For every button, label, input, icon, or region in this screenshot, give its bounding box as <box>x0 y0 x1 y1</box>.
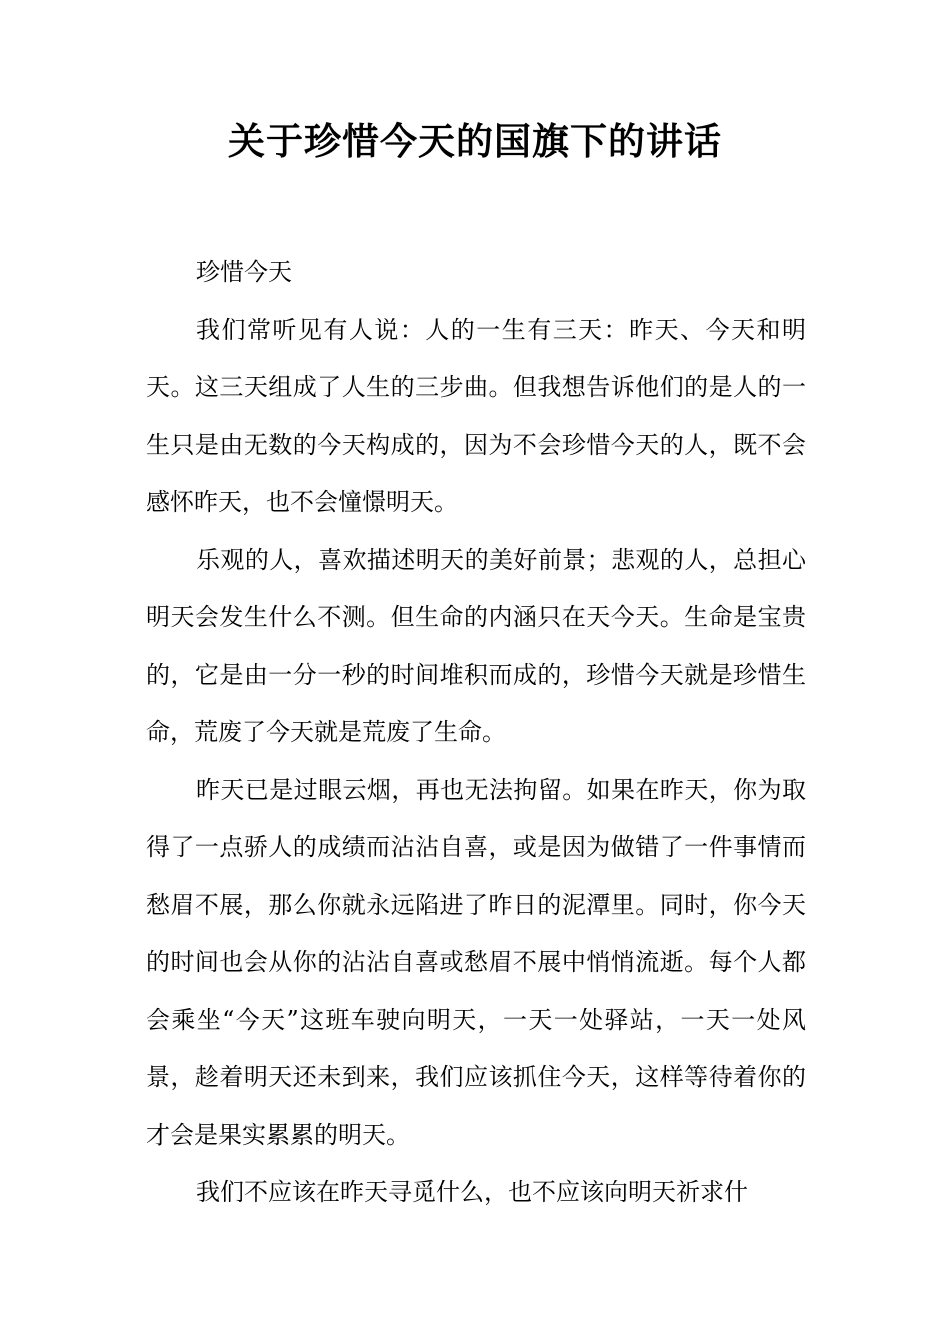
document-title: 关于珍惜今天的国旗下的讲话 <box>228 120 722 163</box>
paragraph: 乐观的人，喜欢描述明天的美好前景；悲观的人，总担心明天会发生什么不测。但生命的内涵只在天今天。生命是宝贵的，它是由一分一秒的时间堆积而成的，珍惜今天就是珍惜生命，荒废了今天就是荒废了生命。 <box>146 545 806 746</box>
paragraph: 我们常听见有人说：人的一生有三天：昨天、今天和明天。这三天组成了人生的三步曲。但我想告诉他们的是人的一生只是由无数的今天构成的，因为不会珍惜今天的人，既不会感怀昨天，也不会憧憬明天。 <box>146 315 806 516</box>
paragraph: 昨天已是过眼云烟，再也无法拘留。如果在昨天，你为取得了一点骄人的成绩而沾沾自喜，或是因为做错了一件事情而愁眉不展，那么你就永远陷进了昨日的泥潭里。同时，你今天的时间也会从你的沾沾自喜或愁眉不展中悄悄流逝。每个人都会乘坐“今天”这班车驶向明天，一天一处驿站，一天一处风景，趁着明天还未到来，我们应该抓住今天，这样等待着你的才会是果实累累的明天。 <box>146 775 806 1149</box>
document-body <box>146 244 806 1222</box>
paragraph: 我们不应该在昨天寻觅什么，也不应该向明天祈求什 <box>196 1178 748 1206</box>
paragraph-subtitle: 珍惜今天 <box>196 258 292 286</box>
